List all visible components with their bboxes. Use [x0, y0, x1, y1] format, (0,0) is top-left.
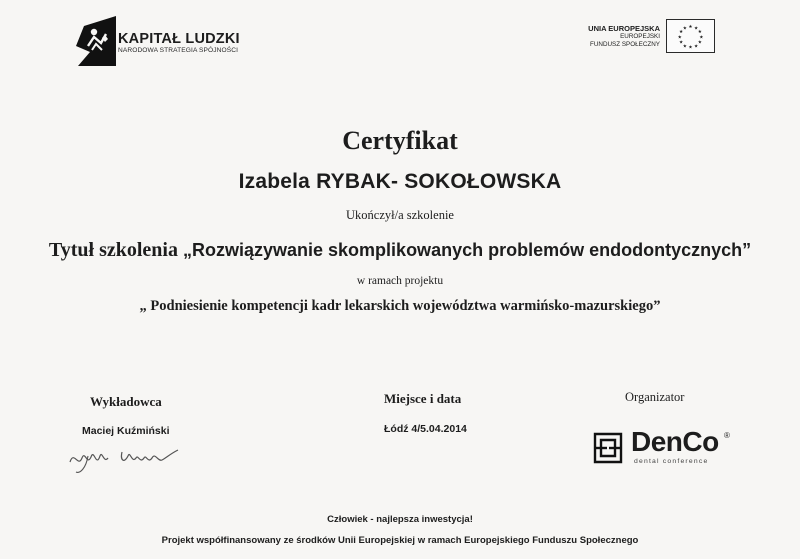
svg-text:★: ★: [678, 40, 684, 46]
kapital-ludzki-subtitle: NARODOWA STRATEGIA SPÓJNOŚCI: [118, 47, 239, 54]
training-line: [0, 239, 800, 262]
denco-name: DenCo: [631, 426, 719, 457]
svg-text:★: ★: [694, 26, 699, 32]
svg-text:★: ★: [697, 30, 703, 36]
eu-logo-text: [588, 25, 660, 49]
denco-registered-mark: ®: [724, 431, 730, 440]
svg-text:★: ★: [697, 40, 703, 46]
training-title: „Rozwiązywanie skomplikowanych problemów endodontycznych”: [183, 240, 752, 260]
project-title: „ Podniesienie kompetencji kadr lekarskich województwa warmińsko-mazurskiego”: [139, 298, 661, 314]
svg-text:★: ★: [682, 26, 687, 32]
eu-flag-icon: [666, 19, 715, 53]
eu-line2: EUROPEJSKI: [620, 33, 660, 40]
kapital-ludzki-title: KAPITAŁ LUDZKI: [118, 31, 240, 47]
eu-line1: UNIA EUROPEJSKA: [588, 24, 660, 33]
completed-text: Ukończył/a szkolenie: [346, 208, 454, 222]
svg-text:★: ★: [677, 35, 682, 41]
lecturer-signature: [60, 438, 200, 478]
svg-text:★: ★: [688, 45, 693, 51]
training-prefix: Tytuł szkolenia: [48, 239, 178, 261]
lecturer-name: Maciej Kuźmiński: [82, 425, 170, 437]
svg-text:★: ★: [682, 44, 687, 50]
kapital-ludzki-logo-icon: [72, 16, 116, 66]
place-date-value: Łódź 4/5.04.2014: [384, 423, 467, 435]
svg-text:★: ★: [694, 44, 699, 50]
svg-text:★: ★: [678, 30, 684, 36]
recipient-name: Izabela RYBAK- SOKOŁOWSKA: [238, 170, 562, 193]
lecturer-label: Wykładowca: [90, 394, 162, 409]
eu-line3: FUNDUSZ SPOŁECZNY: [590, 41, 660, 48]
denco-logo-icon: [593, 432, 623, 464]
footer-motto: Człowiek - najlepsza inwestycja!: [327, 514, 473, 525]
organizer-label: Organizator: [625, 390, 685, 404]
denco-tagline: dental conference: [634, 458, 709, 465]
svg-text:★: ★: [699, 35, 704, 41]
svg-text:★: ★: [688, 25, 693, 30]
footer-funding: Projekt współfinansowany ze środków Unii Europejskiej w ramach Europejskiego Funduszu Społecznego: [161, 535, 639, 546]
project-intro: w ramach projektu: [356, 275, 444, 287]
place-date-label: Miejsce i data: [384, 391, 462, 406]
certificate-title: Certyfikat: [342, 126, 458, 155]
